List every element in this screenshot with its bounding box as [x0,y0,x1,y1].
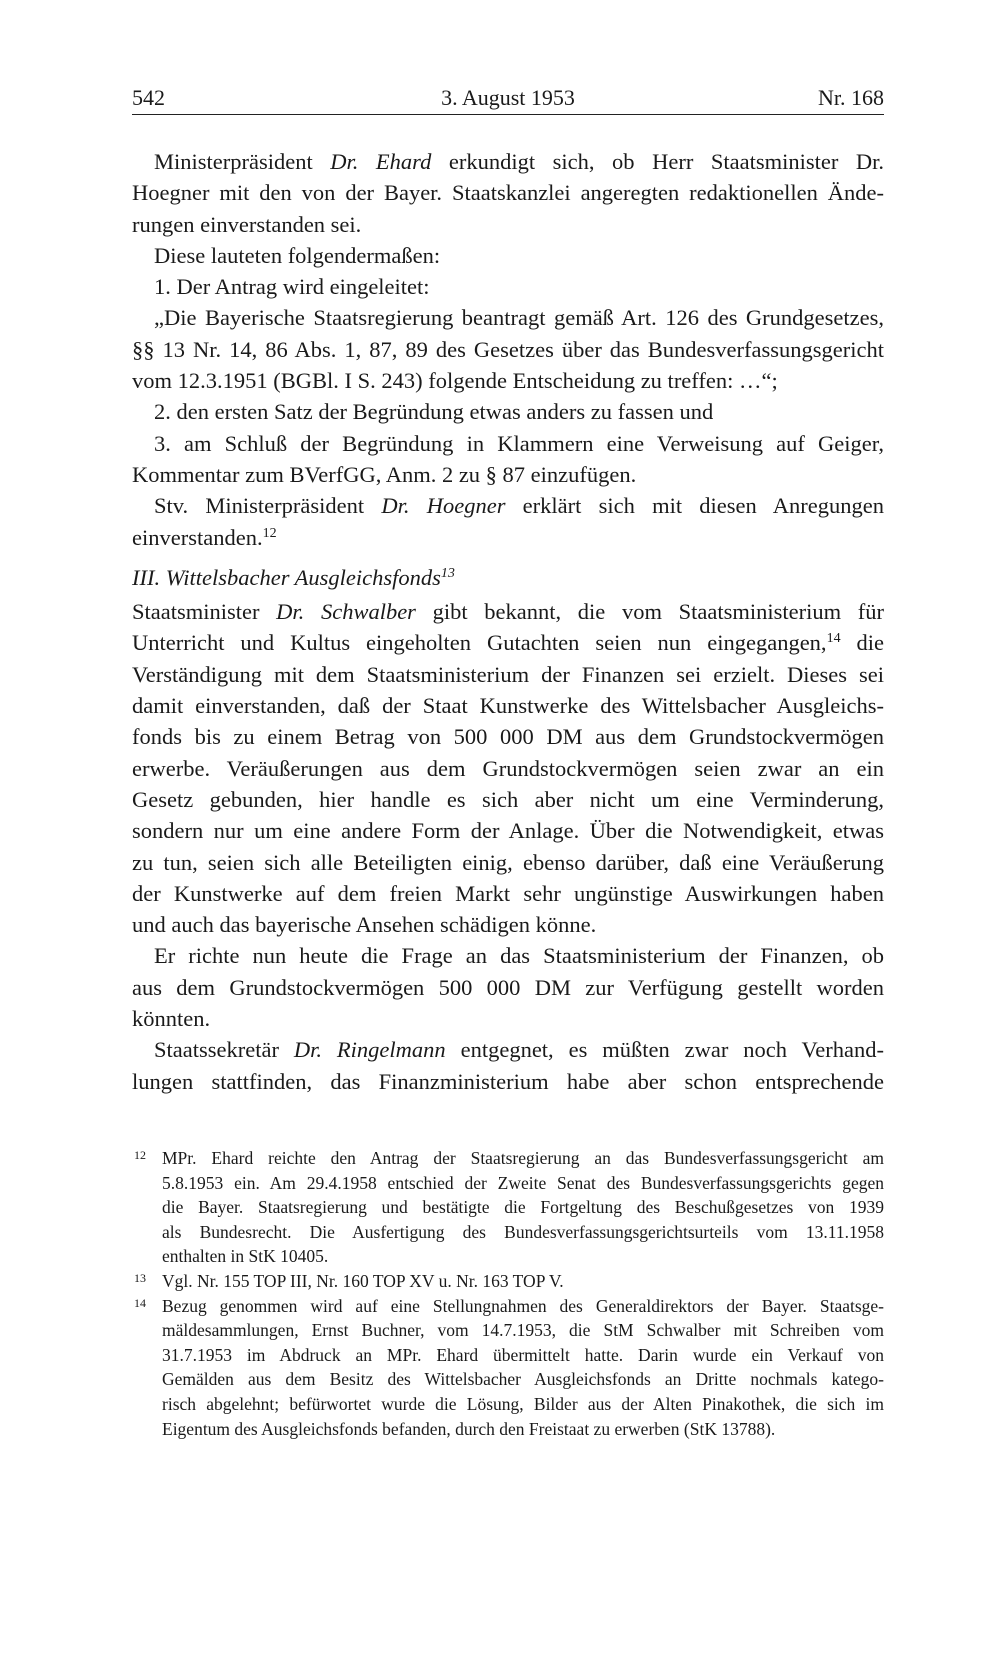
footnote-ref-14[interactable]: 14 [826,631,841,647]
footnote-mark: 13 [134,1270,146,1285]
running-head [132,84,884,115]
page-number: 542 [132,85,165,110]
footnotes [132,1146,884,1441]
footnote-14: 14 Bezug genommen wird auf eine Stellungnahmen des Generaldirektors der Bayer. Staatsge- mäldesammlungen, Ernst Buchner, vom 14.7.1953, die StM Schwalber mit Schreiben vom 31.7.1953 im Abdruck an MPr. Ehard übermittelt hatte. Darin wurde ein Verkauf von Gemälden aus dem Besitz des Wittelsbacher Ausgleichsfonds an Dritte nochmals katego- risch abgelehnt; befürwortet wurde die Lösung, Bilder aus der Alten Pinakothek, die sich im Eigentum des Ausgleichsfonds befanden, durch den Freistaat zu erwerben (StK 13788). [132,1294,884,1442]
paragraph-change-1: 1. Der Antrag wird eingeleitet: [154,274,430,300]
paragraph-ringelmann: Staatssekretär Dr. Ringelmann entgegnet, es müßten zwar noch Verhand- lungen stattfinden, das Finanzministerium habe aber schon entsprechende [132,1037,885,1094]
footnote-mark: 14 [134,1295,146,1310]
footnote-13: 13 Vgl. Nr. 155 TOP III, Nr. 160 TOP XV u. Nr. 163 TOP V. [132,1269,884,1294]
paragraph-ehard-inquiry: Ministerpräsident Dr. Ehard erkundigt sich, ob Herr Staatsminister Dr. Hoegner mit den von der Bayer. Staatskanzlei angeregten redaktionellen Ände- rungen einverstanden sei. [132,149,884,237]
document-number: Nr. 168 [818,85,884,110]
footnote-ref-12[interactable]: 12 [262,525,277,541]
footnote-ref-13[interactable]: 13 [440,565,455,581]
paragraph-intro-changes: Diese lauteten folgendermaßen: [154,242,441,268]
paragraph-quote: „Die Bayerische Staatsregierung beantragt gemäß Art. 126 des Grundgesetzes, §§ 13 Nr. 14, 86 Abs. 1, 87, 89 des Gesetzes über das Bundesverfassungsgericht vom 12.3.1951 (BGBl. I S. 243) folgende Entscheidung zu treffen: …“; [132,305,884,394]
paragraph-change-3: 3. am Schluß der Begründung in Klammern eine Verweisung auf Geiger, Kommentar zum BVerfGG, Anm. 2 zu § 87 einzufügen. [132,430,884,487]
paragraph-question: Er richte nun heute die Frage an das Staatsministerium der Finanzen, ob aus dem Grundstockvermögen 500 000 DM zur Verfügung gestellt worden könnten. [132,943,884,1032]
speaker-name: Dr. Schwalber [276,599,416,625]
body-text [132,146,884,1097]
section-heading: III. Wittelsbacher Ausgleichsfonds$^{13}$ [132,564,455,590]
speaker-name: Dr. Ehard [330,149,432,174]
paragraph-change-2: 2. den ersten Satz der Begründung etwas anders zu fassen und [154,399,714,425]
speaker-name: Dr. Ringelmann [293,1037,446,1063]
speaker-name: Dr. Hoegner [381,493,506,519]
footnote-12: 12 MPr. Ehard reichte den Antrag der Staatsregierung an das Bundesverfassungsgericht am 5.8.1953 ein. Am 29.4.1958 entschied der Zweite Senat des Bundesverfassungsgerichts gegen die Bayer. Staatsregierung und bestätigte die Fortgeltung des Beschußgesetzes von 1939 als Bundesrecht. Die Ausfertigung des Bundesverfassungsgerichtsurteils vom 13.11.1958 enthalten in StK 10405. [132,1146,884,1269]
paragraph-hoegner-agrees: Stv. Ministerpräsident Dr. Hoegner erklärt sich mit diesen Anregungen einverstanden.$^{12}$ [132,493,884,550]
footnote-mark: 12 [134,1148,146,1162]
paragraph-schwalber: Staatsminister Dr. Schwalber gibt bekannt, die vom Staatsministerium für Unterricht und Kultus eingeholten Gutachten seien nun eingegangen,$^{14}$ die Verständigung mit dem Staatsministerium der Finanzen sei erzielt. Dieses sei damit einverstanden, daß der Staat Kunstwerke des Wittelsbacher Ausgleichs- fonds bis zu einem Betrag von 500 000 DM aus dem Grundstockvermögen erwerbe. Veräußerungen aus dem Grundstockvermögen seien zwar an ein Gesetz gebunden, hier handle es sich aber nicht um eine Verminderung, sondern nur um eine andere Form der Anlage. Über die Notwendigkeit, etwas zu tun, seien sich alle Beteiligten einig, ebenso darüber, daß eine Veräußerung der Kunstwerke auf dem freien Markt sehr ungünstige Auswirkungen haben und auch das bayerische Ansehen schädigen könne. [132,599,884,938]
header-date: 3. August 1953 [441,85,575,110]
